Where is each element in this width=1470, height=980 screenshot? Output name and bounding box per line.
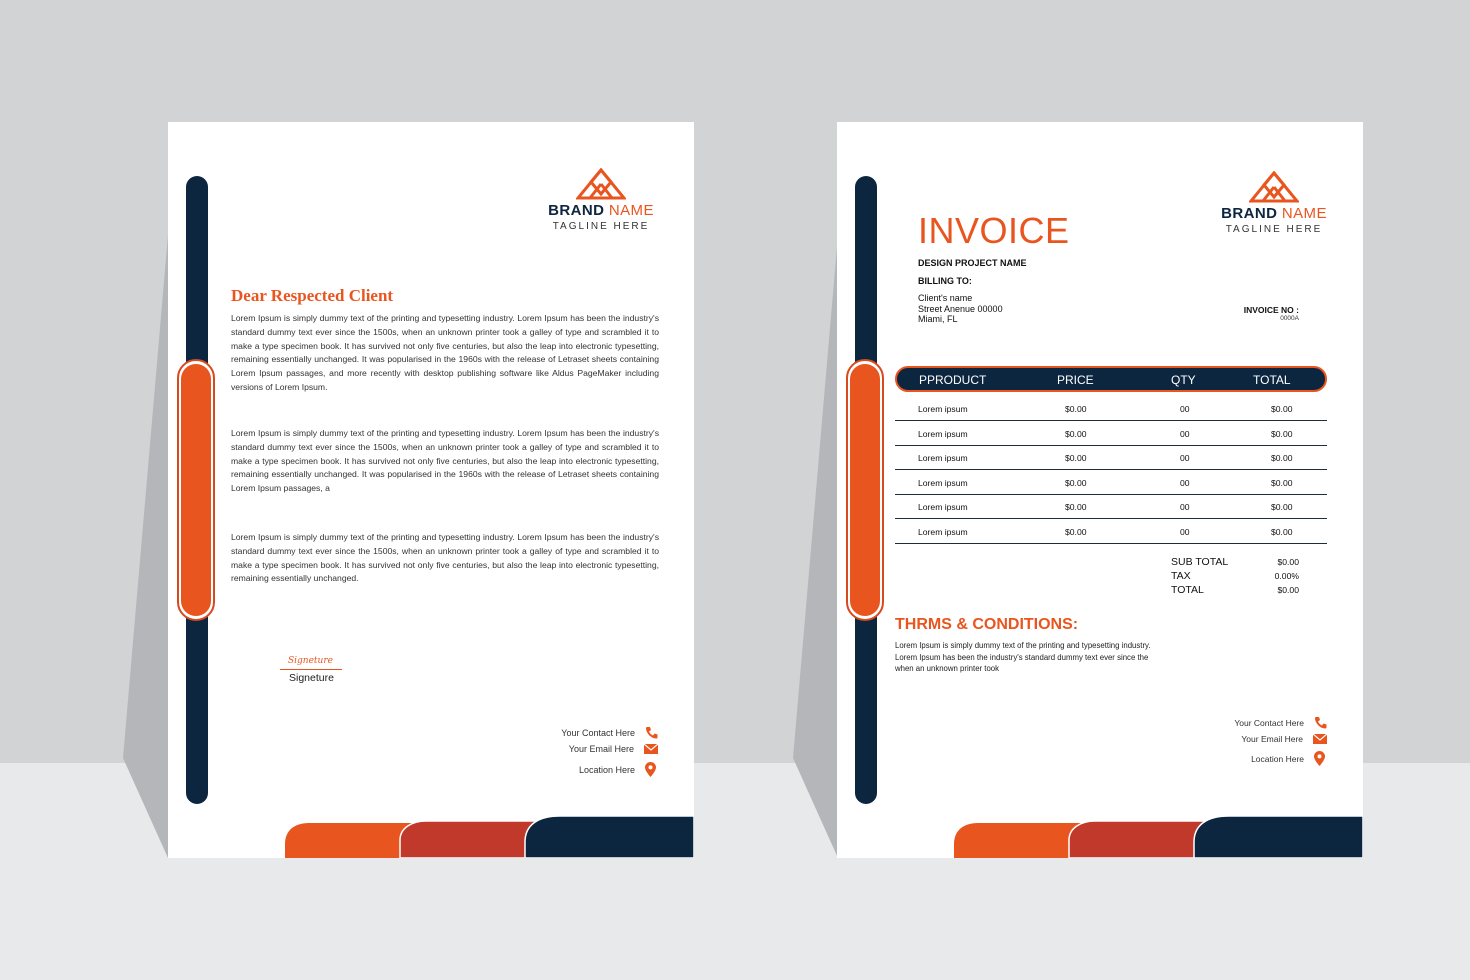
contact-email-text: Your Email Here (568, 744, 634, 754)
letter-paragraph-1: Lorem Ipsum is simply dummy text of the printing and typesetting industry. Lorem Ipsum has been the industry's standard dummy text ever since the 1500s, when an unknown printer took a galley of type and scrambled it to make a type specimen book. It has survived not only five centuries, but also the leap into electronic typesetting, remaining essentially unchanged. It was popularised in the 1960s with the release of Letraset sheets containing Lorem Ipsum passages, and more recently with desktop publishing software like Aldus PageMaker including versions of Lorem Ipsum. (231, 313, 659, 392)
tax-label: TAX (1171, 570, 1191, 582)
cell-total: $0.00 (1271, 404, 1293, 414)
bottom-wave-decoration (837, 812, 1363, 858)
invoice-title: INVOICE (918, 210, 1070, 251)
subtotal-label: SUB TOTAL (1171, 556, 1229, 568)
cell-price: $0.00 (1065, 502, 1087, 513)
table-row (895, 445, 1327, 470)
cell-product: Lorem ipsum (918, 404, 968, 414)
cell-price: $0.00 (1065, 453, 1087, 464)
triangle-logo-icon (1249, 171, 1299, 203)
cell-price: $0.00 (1065, 527, 1087, 537)
brand-name (1209, 205, 1339, 222)
bottom-wave-decoration (168, 812, 694, 858)
cell-price: $0.00 (1065, 404, 1087, 414)
orange-side-bar (850, 364, 880, 616)
brand-name-part2: NAME (608, 202, 654, 219)
cell-total: $0.00 (1271, 502, 1293, 513)
cell-qty: 00 (1180, 527, 1190, 537)
client-name: Client's name (918, 293, 973, 303)
cell-product: Lorem ipsum (918, 428, 968, 439)
invoice-table-header (895, 366, 1327, 392)
cell-price: $0.00 (1065, 477, 1087, 488)
signature-script: Signeture (288, 656, 333, 666)
cell-product: Lorem ipsum (918, 477, 968, 488)
email-icon (1313, 734, 1327, 744)
cell-product: Lorem ipsum (918, 453, 968, 464)
invoice-number-value: 0000A (1280, 315, 1299, 322)
table-row (895, 519, 1327, 544)
contact-phone-text: Your Contact Here (1234, 717, 1304, 728)
letter-paragraph-2: Lorem Ipsum is simply dummy text of the printing and typesetting industry. Lorem Ipsum has been the industry's standard dummy text ever since the 1500s, when an unknown printer took a galley of type and scrambled it to make a type specimen book. It has survived not only five centuries, but also the leap into electronic typesetting, remaining essentially unchanged. It was popularised in the 1960s with the release of Letraset sheets containing Lorem Ipsum passages, a (231, 428, 659, 494)
client-city: Miami, FL (918, 314, 958, 324)
location-pin-icon (1314, 751, 1325, 766)
brand-name-part1: BRAND (1221, 205, 1278, 222)
phone-icon (645, 726, 658, 739)
contact-phone-row (561, 726, 658, 739)
invoice-page (837, 122, 1363, 858)
brand-logo (536, 168, 666, 232)
contact-email-row (1241, 734, 1327, 744)
brand-name-part2: NAME (1281, 205, 1327, 222)
project-name: DESIGN PROJECT NAME (918, 258, 1027, 268)
cell-qty: 00 (1180, 477, 1190, 488)
letter-paragraph-3: Lorem Ipsum is simply dummy text of the printing and typesetting industry. Lorem Ipsum has been the industry's standard dummy text ever since the 1500s, when an unknown printer took a galley of type and scrambled it to make a type specimen book. It has survived not only five centuries, but also the leap into electronic typesetting, remaining essentially unchanged. (231, 532, 659, 584)
header-price: PRICE (1057, 373, 1094, 387)
contact-email-text: Your Email Here (1241, 734, 1303, 744)
triangle-logo-icon (576, 168, 626, 200)
email-icon (644, 744, 658, 754)
brand-tagline: TAGLINE HERE (552, 221, 650, 232)
brand-tagline: TAGLINE HERE (1225, 224, 1323, 235)
contact-location-row (1251, 751, 1325, 766)
brand-logo (1209, 171, 1339, 235)
client-street: Street Anenue 00000 (918, 304, 1003, 314)
phone-icon (1314, 716, 1327, 729)
cell-qty: 00 (1180, 502, 1190, 513)
tax-value: 0.00% (1274, 571, 1299, 581)
contact-phone-text: Your Contact Here (561, 727, 635, 738)
header-total: TOTAL (1253, 373, 1291, 387)
cell-total: $0.00 (1271, 453, 1293, 464)
signature-line (280, 669, 342, 670)
location-pin-icon (645, 762, 656, 777)
header-qty: QTY (1171, 373, 1196, 387)
letter-greeting: Dear Respected Client (231, 286, 394, 305)
brand-name-part1: BRAND (548, 202, 605, 219)
terms-text: Lorem Ipsum is simply dummy text of the printing and typesetting industry. Lorem Ipsum has been the industry's standard dummy text ever since the when an unknown printer took (895, 641, 1151, 673)
billing-to-label: BILLING TO: (918, 276, 972, 286)
letterhead-page (168, 122, 694, 858)
subtotal-value: $0.00 (1277, 557, 1299, 567)
contact-email-row (569, 744, 658, 754)
cell-price: $0.00 (1065, 428, 1087, 439)
cell-qty: 00 (1180, 428, 1190, 439)
table-row (895, 421, 1327, 446)
invoice-number-label: INVOICE NO : (1243, 305, 1299, 315)
terms-title: THRMS & CONDITIONS: (895, 616, 1079, 633)
orange-side-bar (181, 364, 211, 616)
total-value: $0.00 (1277, 585, 1299, 595)
table-row (895, 396, 1327, 421)
cell-qty: 00 (1180, 453, 1190, 464)
contact-phone-row (1234, 716, 1327, 729)
brand-name (536, 202, 666, 219)
contact-location-text: Location Here (578, 764, 635, 775)
cell-total: $0.00 (1271, 428, 1293, 439)
cell-product: Lorem ipsum (918, 527, 968, 537)
cell-total: $0.00 (1271, 527, 1293, 537)
cell-qty: 00 (1180, 404, 1190, 414)
total-label: TOTAL (1171, 584, 1204, 596)
contact-location-text: Location Here (1251, 753, 1304, 764)
contact-location-row (579, 762, 656, 777)
table-row (895, 494, 1327, 519)
cell-product: Lorem ipsum (918, 502, 968, 513)
table-row (895, 470, 1327, 495)
cell-total: $0.00 (1271, 477, 1293, 488)
header-product: PPRODUCT (919, 373, 987, 387)
signature-label: Signeture (289, 672, 334, 684)
